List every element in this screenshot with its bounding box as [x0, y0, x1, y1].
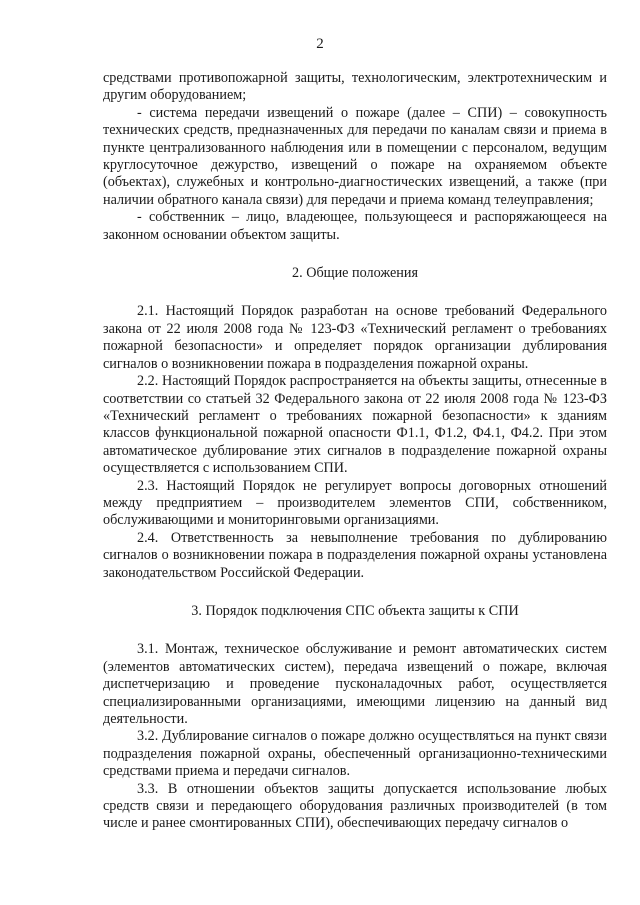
section-heading-3: 3. Порядок подключения СПС объекта защиты к СПИ: [191, 602, 519, 619]
paragraph-definition-spi: - система передачи извещений о пожаре (далее – СПИ) – совокупность технических средств, предназначенных для передачи по каналам связи и приема в пункте централизованного наблюдения или в помещении с персоналом, ведущим круглосуточное дежурство, извещений о пожаре на охраняемом объекте (объектах), служебных и контрольно-диагностических извещений, а также (при наличии обратного канала связи) для передачи и приема команд телеуправления;: [103, 104, 607, 208]
spacer: [103, 582, 607, 603]
paragraph-3-3: 3.3. В отношении объектов защиты допускается использование любых средств связи и передающего оборудования различных производителей (в том числе и ранее смонтированных СПИ), обеспечивающих передачу сигналов о: [103, 780, 607, 832]
paragraph-3-1: 3.1. Монтаж, техническое обслуживание и ремонт автоматических систем (элементов автоматических систем), передача извещений о пожаре, включая диспетчеризацию и проведение пусконаладочных работ, осуществляется специализированными организациями, имеющими лицензию на данный вид деятельности.: [103, 641, 607, 727]
section-heading-2: 2. Общие положения: [292, 265, 418, 282]
page-number: 2: [316, 36, 324, 52]
paragraph-2-2: 2.2. Настоящий Порядок распространяется на объекты защиты, отнесенные в соответствии со статьей 32 Федерального закона от 22 июля 2008 года № 123-ФЗ «Технический регламент о требованиях пожарной безопасности» к зданиям классов функциональной пожарной опасности Ф1.1, Ф1.2, Ф4.1, Ф4.2. При этом автоматическое дублирование этих сигналов в подразделение пожарной охраны осуществляется с использованием СПИ.: [103, 373, 607, 477]
document-body: [103, 70, 607, 833]
paragraph-definition-owner: - собственник – лицо, владеющее, пользующееся и распоряжающееся на законном основании объектом защиты.: [103, 209, 607, 243]
paragraph-definition-continuation: средствами противопожарной защиты, технологическим, электротехническим и другим оборудованием;: [103, 70, 607, 104]
spacer: [103, 244, 607, 265]
paragraph-3-2: 3.2. Дублирование сигналов о пожаре должно осуществляться на пункт связи подразделения пожарной охраны, обеспеченный организационно-техническими средствами приема и передачи сигналов.: [103, 728, 607, 780]
spacer: [103, 282, 607, 303]
spacer: [103, 620, 607, 641]
paragraph-2-3: 2.3. Настоящий Порядок не регулирует вопросы договорных отношений между предприятием – производителем элементов СПИ, собственником, обслуживающими и мониторинговыми организациями.: [103, 477, 607, 529]
paragraph-2-1: 2.1. Настоящий Порядок разработан на основе требований Федерального закона от 22 июля 2008 года № 123-ФЗ «Технический регламент о требованиях пожарной безопасности» и определяет порядок организации дублирования сигналов о возникновении пожара в подразделения пожарной охраны.: [103, 303, 607, 372]
paragraph-2-4: 2.4. Ответственность за невыполнение требования по дублированию сигналов о возникновении пожара в подразделения пожарной охраны установлена законодательством Российской Федерации.: [103, 529, 607, 581]
